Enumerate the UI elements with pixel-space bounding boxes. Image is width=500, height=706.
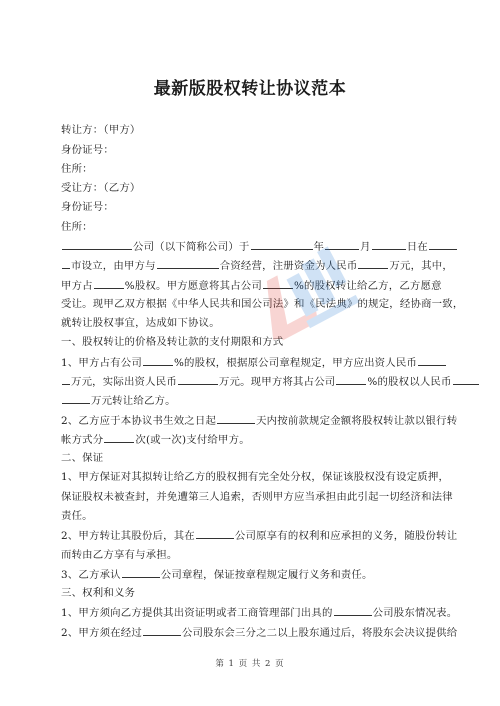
blank-underline [372, 239, 406, 250]
line-text: 次(或一次)支付给甲方。 [135, 434, 250, 446]
line-text: %股权。甲方愿意将其占公司 [124, 280, 262, 292]
line-text: 身份证号： [61, 144, 114, 156]
line-text: 万元转让给乙方。 [91, 395, 176, 407]
line-text: 日在 [406, 241, 428, 253]
body-line [61, 220, 93, 234]
line-text: %的股权以人民币 [367, 376, 452, 388]
body-line [61, 586, 135, 600]
body-line [61, 143, 114, 157]
line-text: 1、甲方占有公司 [61, 357, 142, 369]
line-text: 月 [360, 241, 371, 253]
blank-underline [453, 374, 479, 385]
blank-underline [94, 278, 124, 289]
body-line [61, 432, 250, 447]
body-line [61, 355, 447, 370]
line-text: 市设立，由甲方与 [71, 260, 156, 272]
line-text: 3、乙方承认 [61, 569, 121, 581]
body-line [61, 200, 114, 214]
line-text: 万元。现甲方将其占公司 [218, 376, 336, 388]
body-line [61, 239, 458, 254]
blank-underline [62, 393, 90, 404]
body-line [61, 490, 453, 504]
blank-underline [251, 239, 313, 250]
blank-underline [62, 374, 70, 385]
line-text: 万元，其中， [389, 260, 453, 272]
line-text: 公司章程，保证按章程规定履行义务和责任。 [160, 569, 373, 581]
line-text: 2、乙方应于本协议书生效之日起 [61, 415, 217, 427]
line-text: 住所： [61, 221, 93, 233]
blank-underline [418, 355, 446, 366]
line-text: 帐方式分 [61, 434, 104, 446]
line-text: 2、甲方须在经过 [61, 627, 142, 639]
line-text: 天内按前款规定金额将股权转让款以银行转 [256, 415, 458, 427]
body-line [61, 470, 449, 484]
line-text: %的股权，根据原公司章程规定，甲方应出资人民币 [173, 357, 418, 369]
blank-underline [62, 239, 132, 250]
body-line [61, 123, 141, 137]
blank-underline [217, 413, 255, 424]
blank-underline [62, 258, 70, 269]
line-text: 1、甲方保证对其拟转让给乙方的股权拥有完全处分权，保证该股权没有设定质押， [61, 471, 450, 483]
document-title: 最新版股权转让协议范本 [153, 79, 347, 99]
body-line [61, 258, 453, 273]
blank-underline [429, 239, 457, 250]
body-line [61, 528, 457, 543]
blank-underline [104, 432, 134, 443]
line-text: 保证股权未被查封，并免遭第三人追索，否则甲方应当承担由此引起一切经济和法律 [61, 491, 453, 503]
line-text: %的股权转让给乙方，乙方愿意 [293, 280, 442, 292]
blank-underline [263, 278, 293, 289]
blank-underline [196, 528, 234, 539]
line-text: 2、甲方转让其股份后，其在 [61, 530, 195, 542]
body-line [61, 278, 442, 293]
body-line [61, 316, 220, 330]
line-text: 三、权利和义务 [61, 587, 136, 599]
body-line [61, 625, 457, 640]
line-text: 而转由乙方享有与承担。 [61, 549, 178, 561]
line-text: 万元，实际出资人民币 [71, 376, 177, 388]
body-line [61, 335, 283, 349]
body-line [61, 162, 93, 176]
line-text: 年 [313, 241, 325, 253]
blank-underline [143, 625, 181, 636]
body-line [61, 181, 141, 195]
body-line [61, 605, 457, 620]
line-text: 责任。 [61, 510, 93, 522]
blank-underline [122, 567, 160, 578]
blank-underline [157, 258, 219, 269]
body-line [61, 567, 373, 582]
line-text: 一、股权转让的价格及转让款的支付期限和方式 [61, 336, 284, 348]
line-text: 公司（以下简称公司）于 [133, 241, 250, 253]
body-line [61, 548, 178, 562]
line-text: 身份证号： [61, 201, 114, 213]
body-line [61, 393, 176, 408]
blank-underline [143, 355, 173, 366]
body-line [61, 509, 93, 523]
body-line [61, 297, 463, 311]
page-footer: 第 1 页 共 2 页 [215, 659, 285, 669]
line-text: 公司股东会三分之二以上股东通过后，将股东会决议提供给 [181, 627, 458, 639]
line-text: 就转让股权事宜，达成如下协议。 [61, 317, 220, 329]
blank-underline [358, 258, 388, 269]
blank-underline [334, 605, 372, 616]
line-text: 公司股东情况表。 [372, 607, 458, 619]
body-line [61, 413, 457, 428]
line-text: 转让方：（甲方） [61, 124, 141, 136]
body-line [61, 374, 480, 389]
body-line [61, 451, 103, 465]
line-text: 1、甲方须向乙方提供其出资证明或者工商管理部门出具的 [61, 607, 333, 619]
blank-underline [325, 239, 359, 250]
line-text: 住所： [61, 163, 93, 175]
line-text: 二、保证 [61, 452, 104, 464]
blank-underline [336, 374, 366, 385]
line-text: 受让。现甲乙双方根据《中华人民共和国公司法》和《民法典》的规定，经协商一致， [61, 298, 464, 310]
blank-underline [178, 374, 218, 385]
line-text: 公司原享有的权利和应承担的义务，随股份转让 [234, 530, 458, 542]
line-text: 甲方占 [61, 280, 93, 292]
line-text: 受让方：（乙方） [61, 182, 141, 194]
line-text: 合资经营，注册资金为人民币 [219, 260, 358, 272]
